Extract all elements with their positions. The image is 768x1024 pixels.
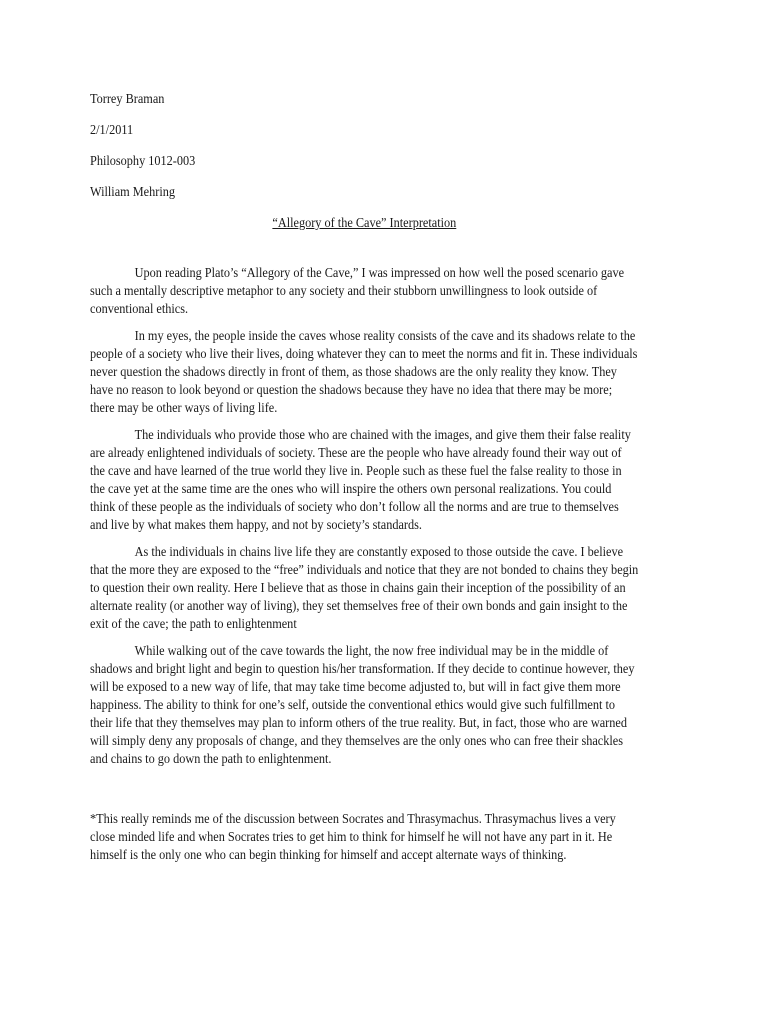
document-title: “Allegory of the Cave” Interpretation: [272, 215, 457, 230]
document-title-container: [90, 214, 639, 232]
paragraph-4: As the individuals in chains live life they are constantly exposed to those outside the cave. I believe that the more they are exposed to the “free” individuals and notice that they are not bonded to chains they begin to question their own reality. Here I believe that as those in chains gain their inception of the possibility of an alternate reality (or another way of living), they set themselves free of their own bonds and gain insight to the exit of the cave; the path to enlightenment: [90, 544, 639, 631]
paragraph-3: The individuals who provide those who are chained with the images, and give them their false reality are already enlightened individuals of society. These are the people who have already found their way out of the cave and have learned of the true world they live in. People such as these fuel the false reality to those in the cave yet at the same time are the ones who will inspire the others own personal realizations. You could think of these people as the individuals of society who don’t follow all the norms and are true to themselves and live by what makes them happy, and not by society’s standards.: [90, 427, 631, 532]
footnote-spacer: [90, 777, 639, 810]
author-name: Torrey Braman: [90, 91, 165, 106]
document-page: [90, 90, 639, 864]
paragraph-1: Upon reading Plato’s “Allegory of the Cave,” I was impressed on how well the posed scenario gave such a mentally descriptive metaphor to any society and their stubborn unwillingness to look outside of conventional ethics.: [90, 265, 625, 316]
instructor-name: William Mehring: [90, 184, 176, 199]
course-name: Philosophy 1012-003: [90, 153, 196, 168]
title-spacer: [90, 232, 639, 264]
paragraph-5: While walking out of the cave towards the light, the now free individual may be in the middle of shadows and bright light and begin to question his/her transformation. If they decide to continue however, they will be exposed to a new way of life, that may take time become adjusted to, but will in fact give them more happiness. The ability to think for one’s self, outside the conventional ethics would give such fulfillment to their life that they themselves may plan to inform others of the true reality. But, in fact, those who are warned will simply deny any proposals of change, and they themselves are the only ones who can free their shackles and chains to go down the path to enlightenment.: [90, 643, 635, 766]
date: 2/1/2011: [90, 122, 134, 137]
footnote: *This really reminds me of the discussion between Socrates and Thrasymachus. Thrasymachus lives a very close minded life and when Socrates tries to get him to think for himself he will not have any part in it. He himself is the only one who can begin thinking for himself and accept alternate ways of thinking.: [90, 811, 616, 862]
paragraph-2: In my eyes, the people inside the caves whose reality consists of the cave and its shadows relate to the people of a society who live their lives, doing whatever they can to meet the norms and fit in. These individuals never question the shadows directly in front of them, as those shadows are the only reality they know. They have no reason to look beyond or question the shadows because they have no idea that there may be more; there may be other ways of living life.: [90, 328, 638, 415]
